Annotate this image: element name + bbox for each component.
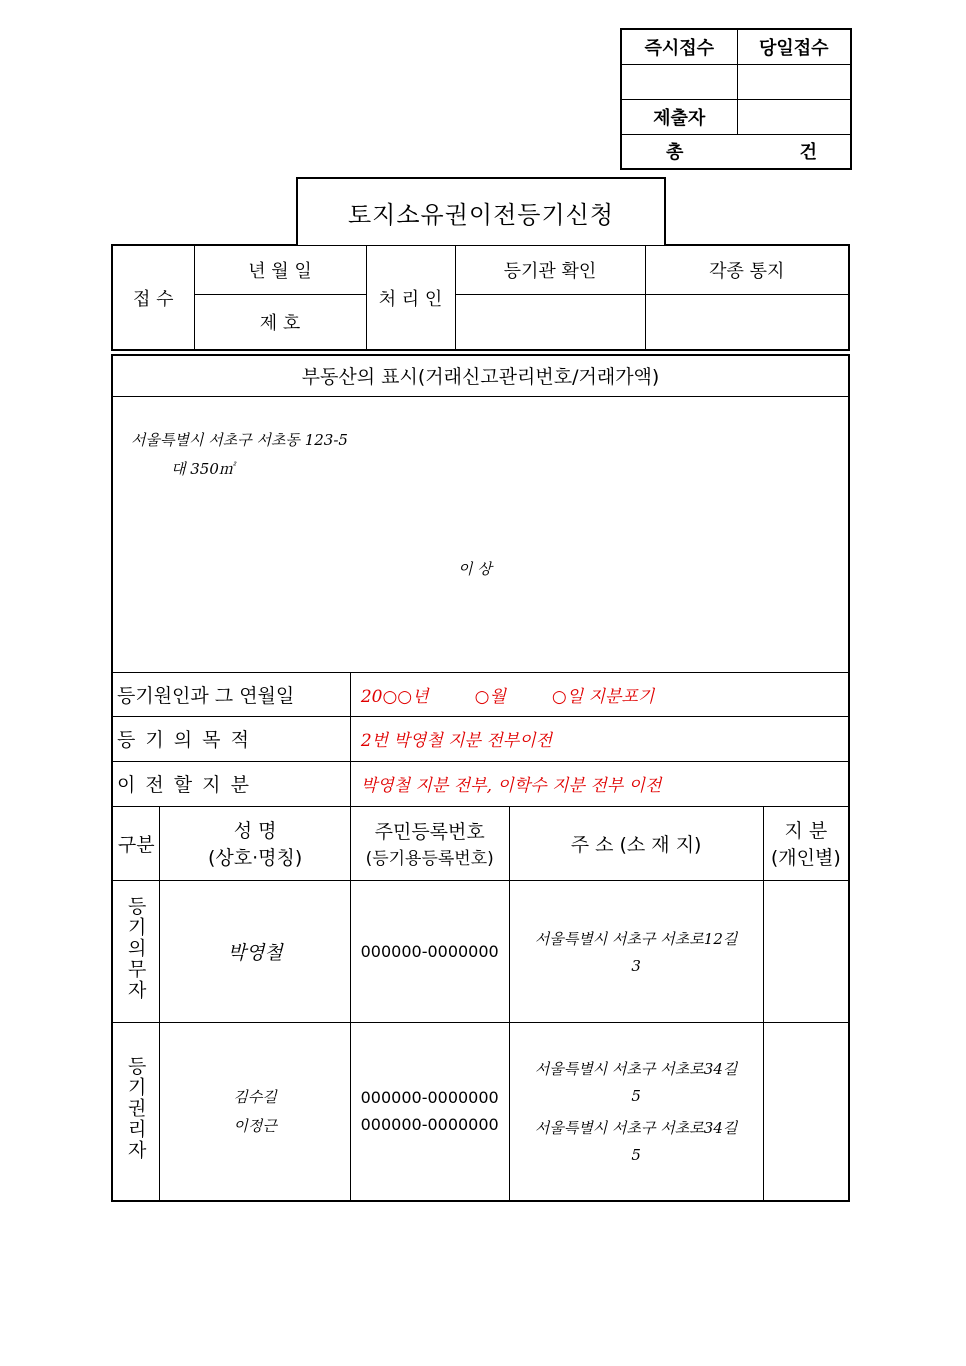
- notices-label: 각종 통지: [645, 245, 849, 294]
- registrar-check-label: 등기관 확인: [455, 245, 645, 294]
- purpose-label: 등 기 의 목 적: [112, 716, 350, 761]
- property-land: 대 350㎡: [171, 459, 234, 478]
- holder-id: 000000-0000000: [360, 1115, 499, 1135]
- cause-year: 20○○년: [360, 686, 429, 707]
- share-header-line2: (개인별): [770, 847, 841, 869]
- application-table: [111, 354, 850, 1202]
- same-day-receipt-field[interactable]: [737, 64, 851, 99]
- reception-table: [111, 244, 850, 351]
- holder-address-line1: 서울특별시 서초구 서초로34길: [534, 1119, 738, 1138]
- category-header: 구분: [112, 806, 160, 880]
- id-header: [350, 806, 509, 880]
- submitter-field[interactable]: [737, 99, 851, 134]
- immediate-receipt-label: 즉시접수: [621, 29, 737, 64]
- holder-category-text: 등기권리자: [124, 1056, 147, 1162]
- registrar-check-field[interactable]: [455, 294, 645, 350]
- obligor-address-line1: 서울특별시 서초구 서초로12길: [534, 929, 738, 948]
- date-label: 년 월 일: [194, 245, 366, 294]
- receipt-label: 접 수: [112, 245, 194, 350]
- holder-addresses: [509, 1022, 763, 1201]
- cause-value: [350, 672, 849, 716]
- holder-share[interactable]: [763, 1022, 849, 1201]
- obligor-category: [112, 880, 160, 1022]
- transfer-share-text: 박영철 지분 전부, 이학수 지분 전부 이전: [360, 776, 662, 796]
- holder-name: 김수길: [233, 1088, 277, 1107]
- cause-label: 등기원인과 그 연월일: [112, 672, 350, 716]
- property-address: 서울특별시 서초구 서초동 123-5: [131, 430, 348, 449]
- obligor-share[interactable]: [763, 880, 849, 1022]
- obligor-category-text: 등기의무자: [124, 896, 147, 1001]
- purpose-text: 2번 박영철 지분 전부이전: [360, 731, 553, 751]
- holder-id: 000000-0000000: [360, 1088, 499, 1108]
- holder-address-line2: 5: [631, 1087, 641, 1106]
- property-description: [112, 396, 849, 672]
- holder-names: [160, 1022, 350, 1201]
- obligor-address-line2: 3: [631, 956, 641, 975]
- receipt-box: [620, 28, 852, 170]
- cause-day: ○일 지분포기: [551, 686, 655, 707]
- property-header: 부동산의 표시(거래신고관리번호/거래가액): [112, 355, 849, 396]
- immediate-receipt-field[interactable]: [621, 64, 737, 99]
- share-header-line1: 지 분: [784, 820, 828, 842]
- transfer-share-label: 이 전 할 지 분: [112, 761, 350, 806]
- holder-ids: [350, 1022, 509, 1201]
- purpose-value: [350, 716, 849, 761]
- receipt-number-label: 제 호: [194, 294, 366, 350]
- holder-address-line2: 5: [631, 1146, 641, 1165]
- transfer-share-value: [350, 761, 849, 806]
- submitter-label: 제출자: [621, 99, 737, 134]
- obligor-name: 박영철: [160, 880, 350, 1022]
- notices-field[interactable]: [645, 294, 849, 350]
- obligor-address: [509, 880, 763, 1022]
- name-header-line1: 성 명: [233, 820, 277, 842]
- id-header-line2: (등기용등록번호): [365, 849, 494, 869]
- holder-address-line1: 서울특별시 서초구 서초로34길: [534, 1060, 738, 1079]
- holder-name: 이정근: [233, 1117, 277, 1136]
- cause-month: ○월: [474, 686, 506, 707]
- total-label: 총: [666, 142, 684, 164]
- processor-label: 처 리 인: [366, 245, 455, 350]
- obligor-id: 000000-0000000: [350, 880, 509, 1022]
- share-header: [763, 806, 849, 880]
- holder-category: [112, 1022, 160, 1201]
- id-header-line1: 주민등록번호: [374, 821, 485, 843]
- document-title: 토지소유권이전등기신청: [296, 177, 666, 245]
- address-header: 주 소 (소 재 지): [509, 806, 763, 880]
- same-day-receipt-label: 당일접수: [737, 29, 851, 64]
- total-count-row: [621, 134, 851, 169]
- name-header: [160, 806, 350, 880]
- name-header-line2: (상호·명칭): [207, 847, 303, 869]
- end-mark: 이 상: [458, 559, 492, 578]
- count-unit: 건: [799, 142, 818, 164]
